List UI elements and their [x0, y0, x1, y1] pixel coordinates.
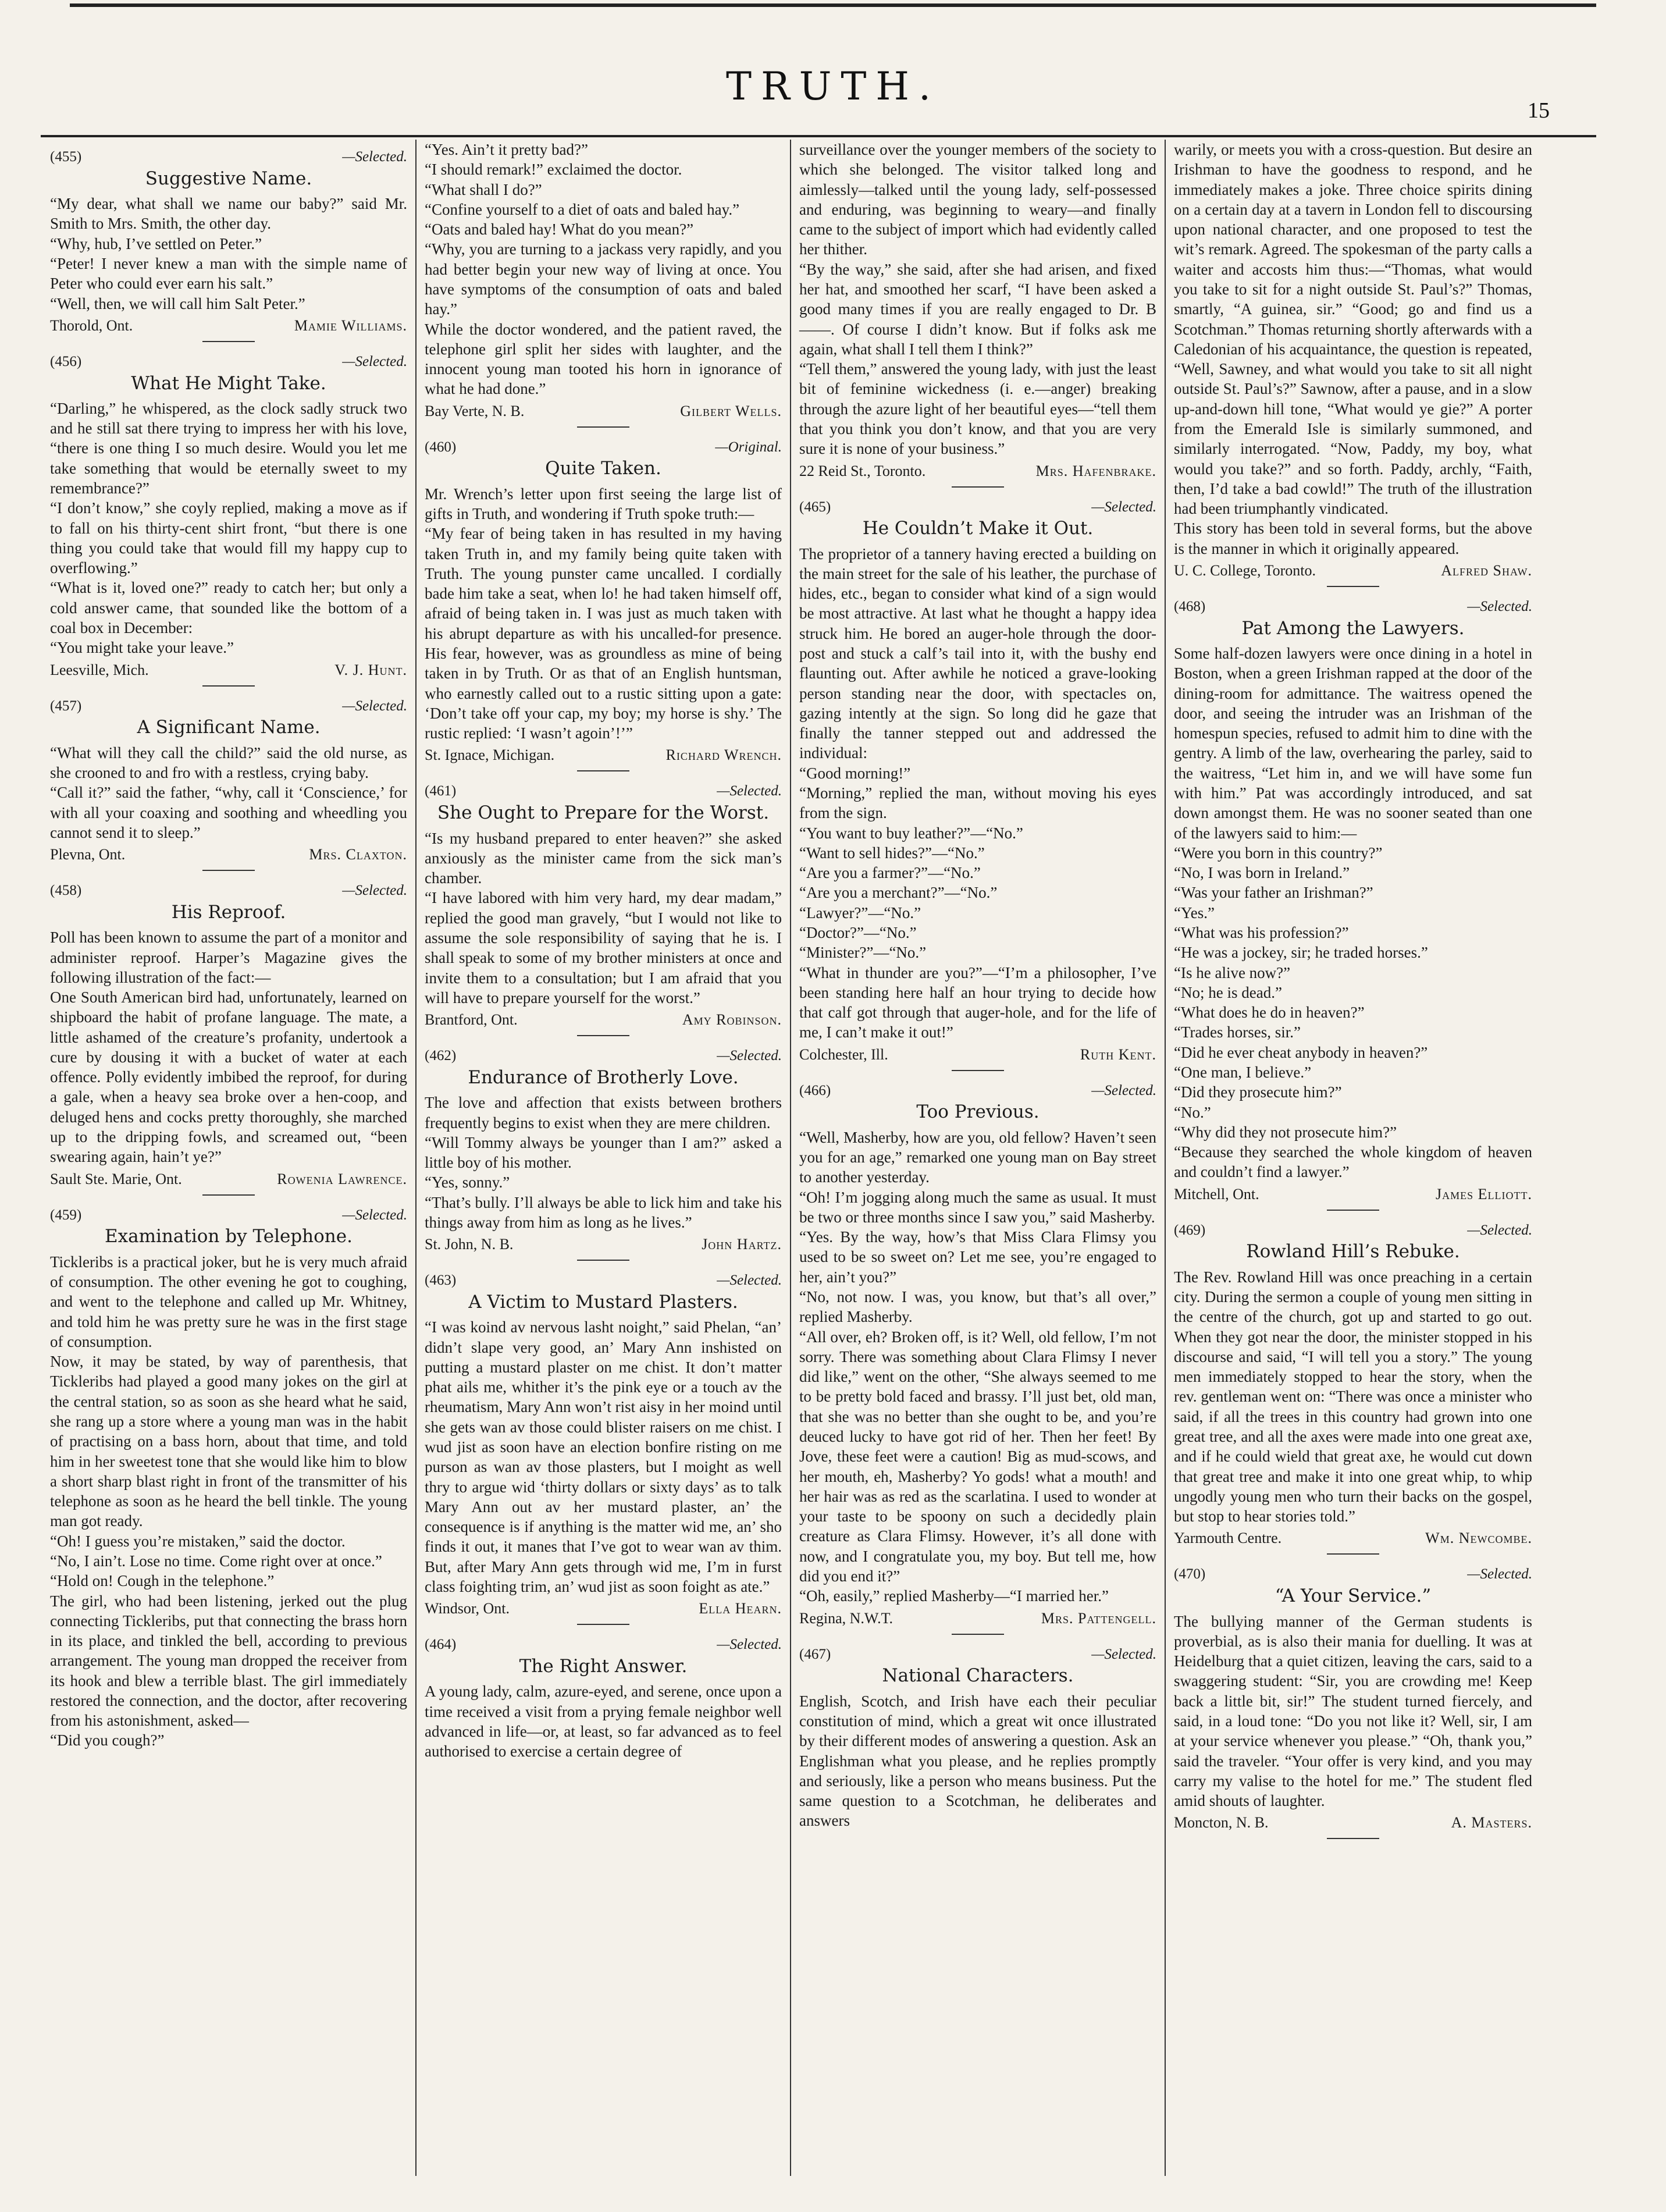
article-paragraph: “Peter! I never knew a man with the simple name of Peter who could ever earn his salt.” [50, 254, 407, 293]
article-title: His Reproof. [171, 901, 286, 923]
article-paragraph: “Yes. Ain’t it pretty bad?” [425, 141, 588, 158]
article-number: (460) [425, 439, 457, 455]
article-paragraph: “Why did they not prosecute him?” [1174, 1123, 1397, 1141]
article-paragraph: “Is he alive now?” [1174, 963, 1291, 981]
article-paragraph: “Did you cough?” [50, 1731, 165, 1749]
article-place: Leesville, Mich. [50, 661, 149, 678]
article-paragraph: “That’s bully. I’ll always be able to lick him and take his things away from him as long as he lives.” [425, 1193, 782, 1231]
article-place: Sault Ste. Marie, Ont. [50, 1170, 182, 1187]
article-paragraph: “Yes.” [1174, 904, 1215, 922]
article-signature [50, 316, 407, 335]
article-paragraph: English, Scotch, and Irish have each their peculiar constitution of mind, which a great wit once illustrated by their different modes of answering a question. Ask an Englishman what you please, and he replies promptly and seriously, like a person who means business. Put the same question to a Scotchman, he deliberates and answers [799, 1692, 1156, 1830]
article-paragraph: “By the way,” she said, after she had arisen, and fixed her hat, and smoothed her scarf, “I have been asked a good many times if you are really engaged to Dr. B——. Of course I didn’t know. But if folks ask me again, what shall I tell them I think?” [799, 260, 1156, 358]
article-paragraph: “All over, eh? Broken off, is it? Well, old fellow, I’m not sorry. There was something about Clara Flimsy I never did like,” went on the other, “She always seemed to me to be pretty bold faced and brassy. I’ll just bet, old man, that she was no better than she ought to be, and you’re deuced lucky to have got rid of her. Then her feet! By Jove, these feet were a caution! Big as mud-scows, and her mouth, eh, Masherby? Yo gods! what a mouth! and her hair was as red as the scarlatina. I used to wonder at your taste to be spoony on such a decidedly plain creature as Clara Flimsy. However, it’s all done with now, and I congratulate you, my boy. But tell me, how did you end it?” [799, 1328, 1156, 1585]
article-author: Richard Wrench. [665, 746, 782, 764]
article-label: —Selected. [1091, 1646, 1156, 1662]
article-title: Endurance of Brotherly Love. [468, 1066, 739, 1088]
article-header [1174, 1565, 1532, 1584]
article-header [425, 1047, 782, 1065]
article-signature [799, 1609, 1156, 1628]
article [1174, 140, 1532, 587]
article-author: Ruth Kent. [1080, 1045, 1156, 1063]
article-label: —Selected. [717, 1272, 782, 1289]
article-author: John Hartz. [702, 1236, 782, 1253]
article-label: —Selected. [342, 149, 407, 165]
article-paragraph: “Doctor?”—“No.” [799, 923, 917, 941]
article-header [1174, 598, 1532, 616]
article-label: —Selected. [1467, 1566, 1532, 1582]
article-paragraph: “Minister?”—“No.” [799, 944, 927, 962]
article-paragraph: “What will they call the child?” said the old nurse, as she crooned to and fro with a restless, crying baby. [50, 744, 407, 781]
article-number: (457) [50, 698, 82, 714]
article-paragraph: Tickleribs is a practical joker, but he is very much afraid of consumption. The other evening he got to coughing, and went to the telephone and called up Mr. Whitney, and told him he was pretty sure he was in the first stage of consumption. [50, 1253, 407, 1350]
article-signature [425, 1010, 782, 1029]
article-label: —Selected. [1467, 1222, 1532, 1238]
article-header [425, 1271, 782, 1290]
article-place: U. C. College, Toronto. [1174, 561, 1316, 579]
article-paragraph: “Were you born in this country?” [1174, 844, 1383, 862]
article-paragraph: “No, not now. I was, you know, but that’s all over,” replied Masherby. [799, 1288, 1156, 1326]
columns [42, 140, 1548, 2176]
article-author: Mrs. Pattengell. [1041, 1609, 1156, 1627]
article-paragraph: “You might take your leave.” [50, 639, 234, 657]
article-place: Brantford, Ont. [425, 1011, 518, 1029]
article-paragraph: “Will Tommy always be younger than I am?” asked a little boy of his mother. [425, 1133, 782, 1172]
article-paragraph: While the doctor wondered, and the patient raved, the telephone girl split her sides with laughter, and the innocent young man tooted his horn in ignorance of what he had done.” [425, 320, 782, 398]
article-number: (456) [50, 353, 82, 369]
article-paragraph: Poll has been known to assume the part of a monitor and administer reproof. Harper’s Magazine gives the following illustration of the fact:— [50, 929, 407, 986]
article-paragraph: “Why, you are turning to a jackass very rapidly, and you had better begin your new way of living at once. You have symptoms of the consumption of oats and baled hay.” [425, 240, 782, 318]
article-paragraph: The proprietor of a tannery having erected a building on the main street for the sale of his leather, the purchase of hides, etc., began to consider what kind of a sign would be most attractive. At last what he thought a happy idea struck him. He bored an auger-hole through the door-post and stuck a calf’s tail into it, with the bushy end flaunting out. After awhile he noticed a grave-looking person standing near the door, with spectacles on, gazing intently at the sign. So long did he gaze that finally the tanner stepped out and addressed the individual: [799, 545, 1156, 762]
article [425, 782, 782, 1036]
article-label: —Selected. [717, 1637, 782, 1653]
article [799, 140, 1156, 488]
article-divider [1327, 586, 1379, 587]
article-author: Alfred Shaw. [1441, 561, 1532, 579]
article [425, 1047, 782, 1261]
article [425, 1635, 782, 1761]
article-number: (467) [799, 1646, 831, 1662]
article-paragraph: “Call it?” said the father, “why, call it ‘Conscience,’ for with all your coaxing and soothing and wheedling you cannot send it to sleep.” [50, 784, 407, 841]
article-place: 22 Reid St., Toronto. [799, 462, 926, 479]
article-label: —Selected. [342, 883, 407, 899]
article-paragraph: Now, it may be stated, by way of parenthesis, that Tickleribs had played a good many jokes on the girl at the central station, so as soon as she heard what he said, she rang up a store where a young man was in the habit of practising on a bass horn, about that time, and told him in her sweetest tone that she would like him to blow a short sharp blast right in front of the transmitter of his telephone as soon as he heard the bell tinkle. The young man got ready. [50, 1353, 407, 1530]
article [1174, 1565, 1532, 1839]
article-signature [1174, 1528, 1532, 1548]
article-place: Colchester, Ill. [799, 1045, 888, 1063]
article [50, 697, 407, 872]
article-paragraph: “No; he is dead.” [1174, 983, 1282, 1001]
article-paragraph: “Oh, easily,” replied Masherby—“I married her.” [799, 1587, 1109, 1605]
article-paragraph: “No, I was born in Ireland.” [1174, 864, 1350, 882]
article-label: —Selected. [342, 1207, 407, 1223]
article-paragraph: The girl, who had been listening, jerked out the plug connecting Tickleribs, put that connecting the brass horn in its place, and tinkled the bell, according to previous arrangement. The young man dropped the receiver from its hook and blew a terrible blast. The girl immediately restored the connection, and the doctor, after recovering from his astonishment, asked— [50, 1592, 407, 1730]
page-number: 15 [1528, 98, 1550, 123]
article-paragraph: surveillance over the younger members of the society to which she belonged. The visitor talked long and aimlessly—talked until the young lady, self-possessed and enduring, was beginning to weary—and finally came to the subject of import which had evidently called her thither. [799, 141, 1156, 258]
article-paragraph: “Well, then, we will call him Salt Peter.” [50, 294, 305, 312]
article-signature [425, 1599, 782, 1618]
article-title: A Victim to Mustard Plasters. [468, 1291, 738, 1313]
article-paragraph: A young lady, calm, azure-eyed, and serene, once upon a time received a visit from a prying female neighbor well advanced in life—or, at least, so far advanced as to feel authorised to exercise a certain degree of [425, 1683, 782, 1761]
article-paragraph: “Trades horses, sir.” [1174, 1023, 1301, 1041]
article-paragraph: “Yes, sonny.” [425, 1173, 510, 1192]
article-author: James Elliott. [1436, 1185, 1532, 1203]
article-place: St. Ignace, Michigan. [425, 746, 555, 764]
article-paragraph: “Confine yourself to a diet of oats and baled hay.” [425, 200, 740, 218]
article-paragraph: “Well, Masherby, how are you, old fellow? Haven’t seen you for an age,” remarked one young man on Bay street to another yesterday. [799, 1128, 1156, 1186]
article-title: A Significant Name. [137, 717, 321, 738]
article-header [425, 782, 782, 801]
article-divider [1327, 1210, 1379, 1211]
article-divider [577, 770, 629, 771]
article-title: National Characters. [882, 1665, 1074, 1687]
article-author: Rowenia Lawrence. [277, 1170, 407, 1187]
column-2 [416, 140, 791, 2176]
article-divider [577, 1624, 629, 1625]
article [799, 1645, 1156, 1831]
article-title: She Ought to Prepare for the Worst. [437, 802, 770, 824]
article-title: What He Might Take. [131, 372, 326, 394]
article-paragraph: One South American bird had, unfortunately, learned on shipboard the habit of profane language. The mate, a little ashamed of the creature’s profanity, undertook a cure by dousing it with a bucket of water at each offence. Polly evidently imbibed the reproof, for during a gale, when a heavy sea broke over a hen-coop, and deluged hens and cocks pretty thoroughly, she marched up to the dripping fowls, and screamed out, “been swearing again, hain’t ye?” [50, 988, 407, 1166]
article-paragraph: “Yes. By the way, how’s that Miss Clara Flimsy you used to be so sweet on? Let me see, you’re engaged to her, ain’t you?” [799, 1228, 1156, 1286]
article-paragraph: The bullying manner of the German students is proverbial, as is also their mania for duelling. It was at Heidelburg that a quiet citizen, leaving the cars, said to a swaggering student: “Sir, you are crowding me! Keep back a little bit, sir!” The student turned fiercely, and said, in a loud tone: “Do you not like it? Well, sir, I am at your service whenever you please.” “Oh, thank you,” said the traveler. “Your offer is very kind, and you may carry my valise to the hotel for me.” The student fled amid shouts of laughter. [1174, 1612, 1532, 1810]
column-3 [791, 140, 1166, 2176]
article-header [50, 148, 407, 166]
article-paragraph: “Was your father an Irishman?” [1174, 884, 1373, 902]
article-author: V. J. Hunt. [334, 661, 407, 678]
article-paragraph: “Hold on! Cough in the telephone.” [50, 1572, 275, 1590]
article-signature [425, 401, 782, 421]
article [50, 353, 407, 687]
article-signature [50, 1169, 407, 1189]
article-paragraph: “Morning,” replied the man, without moving his eyes from the sign. [799, 784, 1156, 822]
article-signature [50, 660, 407, 680]
article-paragraph: “My fear of being taken in has resulted in my having taken Truth in, and my family being quite taken with Truth. The young punster came uncalled. I cordially bade him take a seat, when lo! he had taken himself off, afraid of being taken in. I was just as much taken with his abrupt departure as with his uncalled-for presence. His fear, however, was as groundless as mine of being taken in by Truth. Or as that of an English huntsman, who earnestly called out to a rustic sitting upon a gate: ‘Don’t take off your cap, my boy; my horse is shy.’ The rustic replied: ‘I wasn’t agoin’!’” [425, 525, 782, 742]
article-label: —Selected. [342, 353, 407, 369]
article-paragraph: “What was his profession?” [1174, 923, 1349, 941]
article-number: (468) [1174, 598, 1206, 614]
header-rule [41, 135, 1596, 137]
article-signature [50, 845, 407, 864]
article-number: (455) [50, 149, 82, 165]
article [799, 1082, 1156, 1635]
article-header [50, 353, 407, 371]
article-paragraph: “No.” [1174, 1103, 1211, 1121]
article-signature [799, 1045, 1156, 1064]
article-paragraph: “No, I ain’t. Lose no time. Come right over at once.” [50, 1552, 382, 1570]
article-paragraph: The Rev. Rowland Hill was once preaching in a certain city. During the sermon a couple of young men sitting in the centre of the church, got up and started to go out. When they got near the door, the minister stopped in his discourse and said, “I will tell you a story.” The young men immediately stopped to hear the story, when the rev. gentleman went on: “There was once a minister who said, if all the trees in this country had grown into one great tree, and all the axes were made into one great axe, and if he could wield that great axe, he would cut down that great tree and make it into one great whip, to whip ungodly young men who turn their backs on the gospel, but stop to hear stories told.” [1174, 1268, 1532, 1525]
article-paragraph: Some half-dozen lawyers were once dining in a hotel in Boston, when a green Irishman rapped at the door of the dining-room for admittance. The waitress opened the door, and seeing the intruder was an Irishman of the homespun species, refused to admit him to dine with the gentry. A limb of the law, overhearing the parley, said to the waitress, “Let him in, and we will have some fun with him.” Pat was accordingly introduced, and sat down amongst them. He was no sooner seated than one of the lawyers said to him:— [1174, 645, 1532, 842]
article-number: (463) [425, 1272, 457, 1289]
article-header [50, 697, 407, 716]
article-label: —Selected. [1091, 1082, 1156, 1098]
article-author: Wm. Newcombe. [1425, 1530, 1532, 1547]
article-signature [1174, 561, 1532, 580]
article-place: Thorold, Ont. [50, 316, 133, 334]
article-paragraph: “Is my husband prepared to enter heaven?” she asked anxiously as the minister came from the sick man’s chamber. [425, 829, 782, 887]
article-paragraph: “Did he ever cheat anybody in heaven?” [1174, 1043, 1428, 1061]
article-header [799, 498, 1156, 517]
article-place: Bay Verte, N. B. [425, 402, 525, 419]
article-paragraph: “Tell them,” answered the young lady, with just the least bit of feminine wickedness (i. e.—anger) breaking through the azure light of her beautiful eyes—“tell them that you think you don’t know, and that you are very sure it is none of your business.” [799, 360, 1156, 458]
article-paragraph: “Good morning!” [799, 764, 911, 782]
article-divider [1327, 1553, 1379, 1555]
article-paragraph: “I have labored with him very hard, my dear madam,” replied the good man gravely, “but I would not like to assume the sole responsibility of saying that he is. I shall speak to some of my brother ministers at once and invite them to a consultation; but I am afraid that you will have to prepare yourself for the worst.” [425, 889, 782, 1007]
article-paragraph: Mr. Wrench’s letter upon first seeing the large list of gifts in Truth, and wondering if Truth spoke truth:— [425, 485, 782, 523]
article-paragraph: “Why, hub, I’ve settled on Peter.” [50, 234, 262, 253]
article-divider [577, 1260, 629, 1261]
article-paragraph: “One man, I believe.” [1174, 1063, 1312, 1081]
article-paragraph: This story has been told in several forms, but the above is the manner in which it originally appeared. [1174, 520, 1532, 557]
top-rule [70, 3, 1596, 7]
article-place: Plevna, Ont. [50, 846, 126, 863]
article-author: Mamie Williams. [294, 316, 407, 334]
article [799, 498, 1156, 1071]
article-divider [952, 1070, 1004, 1071]
article-header [50, 881, 407, 900]
article-place: Yarmouth Centre. [1174, 1530, 1282, 1547]
article-header [425, 438, 782, 457]
article [1174, 1221, 1532, 1555]
article-divider [952, 1634, 1004, 1635]
article-paragraph: “You want to buy leather?”—“No.” [799, 824, 1023, 842]
article-signature [1174, 1185, 1532, 1204]
article-divider [952, 486, 1004, 488]
article-title: Pat Among the Lawyers. [1241, 617, 1465, 639]
article-place: Regina, N.W.T. [799, 1609, 893, 1627]
article-place: St. John, N. B. [425, 1236, 514, 1253]
column-1 [42, 140, 416, 2176]
article-label: —Selected. [717, 1048, 782, 1064]
column-4 [1166, 140, 1540, 2176]
article-paragraph: The love and affection that exists between brothers frequently begins to exist when they are mere children. [425, 1094, 782, 1132]
article-divider [202, 685, 255, 687]
article-place: Windsor, Ont. [425, 1600, 510, 1617]
article-title: He Couldn’t Make it Out. [862, 518, 1094, 539]
article-paragraph: “My dear, what shall we name our baby?” said Mr. Smith to Mrs. Smith, the other day. [50, 195, 407, 233]
article-paragraph: “Oats and baled hay! What do you mean?” [425, 221, 694, 239]
article-number: (466) [799, 1082, 831, 1098]
article-number: (461) [425, 783, 457, 799]
article [425, 140, 782, 428]
article-paragraph: “Oh! I’m jogging along much the same as usual. It must be two or three months since I saw you,” said Masherby. [799, 1188, 1156, 1226]
article-divider [202, 870, 255, 871]
article-place: Moncton, N. B. [1174, 1814, 1269, 1832]
article-divider [202, 341, 255, 342]
article-label: —Selected. [1467, 598, 1532, 614]
article-divider [1327, 1838, 1379, 1839]
article-number: (465) [799, 499, 831, 515]
article-paragraph: “He was a jockey, sir; he traded horses.” [1174, 944, 1428, 962]
article-title: The Right Answer. [519, 1656, 688, 1677]
article-signature [799, 461, 1156, 481]
article-number: (470) [1174, 1566, 1206, 1582]
article-paragraph: “Because they searched the whole kingdom of heaven and couldn’t find a lawyer.” [1174, 1143, 1532, 1181]
article-title: Suggestive Name. [145, 168, 312, 189]
article-paragraph: “What in thunder are you?”—“I’m a philosopher, I’ve been standing here half an hour trying to decide how that calf got through that auger-hole, and for the life of me, I can’t make it out!” [799, 963, 1156, 1041]
article-paragraph: “Want to sell hides?”—“No.” [799, 844, 985, 862]
article-label: —Original. [715, 439, 782, 455]
article [50, 1206, 407, 1751]
article-title: Examination by Telephone. [105, 1226, 353, 1247]
article-paragraph: “Lawyer?”—“No.” [799, 904, 921, 922]
article-paragraph: “I don’t know,” she coyly replied, making a move as if to fall on his thirty-cent shirt front, “but there is one thing you could take that would fill my happy cup to overflowing.” [50, 499, 407, 577]
article-number: (469) [1174, 1222, 1206, 1238]
article-paragraph: “Darling,” he whispered, as the clock sadly struck two and he still sat there trying to impress her with his love, “there is one thing I so much desire. Would you let me take something that would be eternally sweet to my remembrance?” [50, 399, 407, 497]
article-author: Amy Robinson. [682, 1011, 782, 1029]
article-author: Ella Hearn. [699, 1600, 782, 1617]
article-title: Quite Taken. [545, 458, 661, 479]
article-paragraph: “Oh! I guess you’re mistaken,” said the doctor. [50, 1532, 346, 1550]
article-author: Mrs. Hafenbrake. [1035, 462, 1156, 479]
article-header [1174, 1221, 1532, 1240]
article [1174, 598, 1532, 1211]
article-paragraph: “Are you a farmer?”—“No.” [799, 864, 981, 882]
article-title: “A Your Service.” [1275, 1585, 1432, 1607]
article-number: (462) [425, 1048, 457, 1064]
article-label: —Selected. [342, 698, 407, 714]
article-author: Mrs. Claxton. [309, 846, 407, 863]
article-paragraph: “Are you a merchant?”—“No.” [799, 884, 998, 902]
article-paragraph: “Did they prosecute him?” [1174, 1083, 1342, 1101]
article-author: Gilbert Wells. [680, 402, 782, 419]
article [50, 881, 407, 1196]
article-title: Rowland Hill’s Rebuke. [1246, 1241, 1460, 1263]
article-label: —Selected. [717, 783, 782, 799]
article [425, 1271, 782, 1625]
article [425, 438, 782, 772]
article-number: (458) [50, 883, 82, 899]
article-number: (464) [425, 1637, 457, 1653]
article [50, 148, 407, 342]
article-signature [1174, 1813, 1532, 1832]
masthead: TRUTH. [726, 64, 940, 109]
article-place: Mitchell, Ont. [1174, 1185, 1259, 1203]
article-paragraph: “I was koind av nervous lasht noight,” said Phelan, “an’ didn’t slape very good, an’ Mary Ann inshisted on putting a mustard plaster on me chist. It don’t matter phat ails me, whither it’s the pink eye or a touch av the rheumatism, Mary Ann won’t rist aisy in her moind until she gets wan av those could blister raisers on me chist. I wud jist as soon have an election bonfire risting on me purson as wan av those plasters, but I moight as well thry to argue wid ‘thirty dollars or sixty days’ as to talk Mary Ann out av her mustard plaster, an’ the consequence is if anything is the matter wid me, an’ sho finds it out, it manes that I’ve got to wear wan av thim. But, after Mary Ann gets through wid me, I’m in furst class foighting trim, an’ wud jist as soon foight as ate.” [425, 1318, 782, 1595]
article-title: Too Previous. [916, 1101, 1040, 1123]
article-header [425, 1635, 782, 1654]
article-author: A. Masters. [1451, 1814, 1532, 1832]
article-paragraph: “What does he do in heaven?” [1174, 1004, 1365, 1022]
article-number: (459) [50, 1207, 82, 1223]
article-header [50, 1206, 407, 1225]
article-header [799, 1645, 1156, 1664]
article-divider [202, 1194, 255, 1196]
article-paragraph: “What shall I do?” [425, 180, 542, 198]
article-paragraph: “What is it, loved one?” ready to catch her; but only a cold answer came, that sounded like the bottom of a coal box in December: [50, 579, 407, 637]
article-header [799, 1082, 1156, 1100]
article-divider [577, 426, 629, 428]
article-signature [425, 745, 782, 764]
article-paragraph: “I should remark!” exclaimed the doctor. [425, 161, 682, 179]
article-signature [425, 1235, 782, 1254]
article-label: —Selected. [1091, 499, 1156, 515]
article-divider [577, 1035, 629, 1036]
article-paragraph: warily, or meets you with a cross-question. But desire an Irishman to have the goodness to respond, and he immediately makes a joke. Three choice spirits dining on a certain day at a tavern in London fell to discoursing upon national character, and one proposed to test the wit’s remark. Agreed. The spokesman of the party calls a waiter and accosts him thus:—“Thomas, what would you take to sit for a night outside St. Paul’s?” Thomas, smartly, “A guinea, sir.” “Good; go and find us a Scotchman.” Thomas returning shortly afterwards with a Caledonian of his acquaintance, the question is repeated, “Well, Sawney, and what would you take to sit all night outside St. Paul’s?” Sawnow, after a pause, and in a slow up-and-down hill tone, “What would ye gie?” A porter from the Emerald Isle is similarly summoned, and similarly interrogated. “Now, Paddy, my boy, what would you take?” and so forth. Paddy, archly, “Faith, then, I’d take a bad cowld!” The truth of the illustration had been triumphantly vindicated. [1174, 141, 1532, 518]
